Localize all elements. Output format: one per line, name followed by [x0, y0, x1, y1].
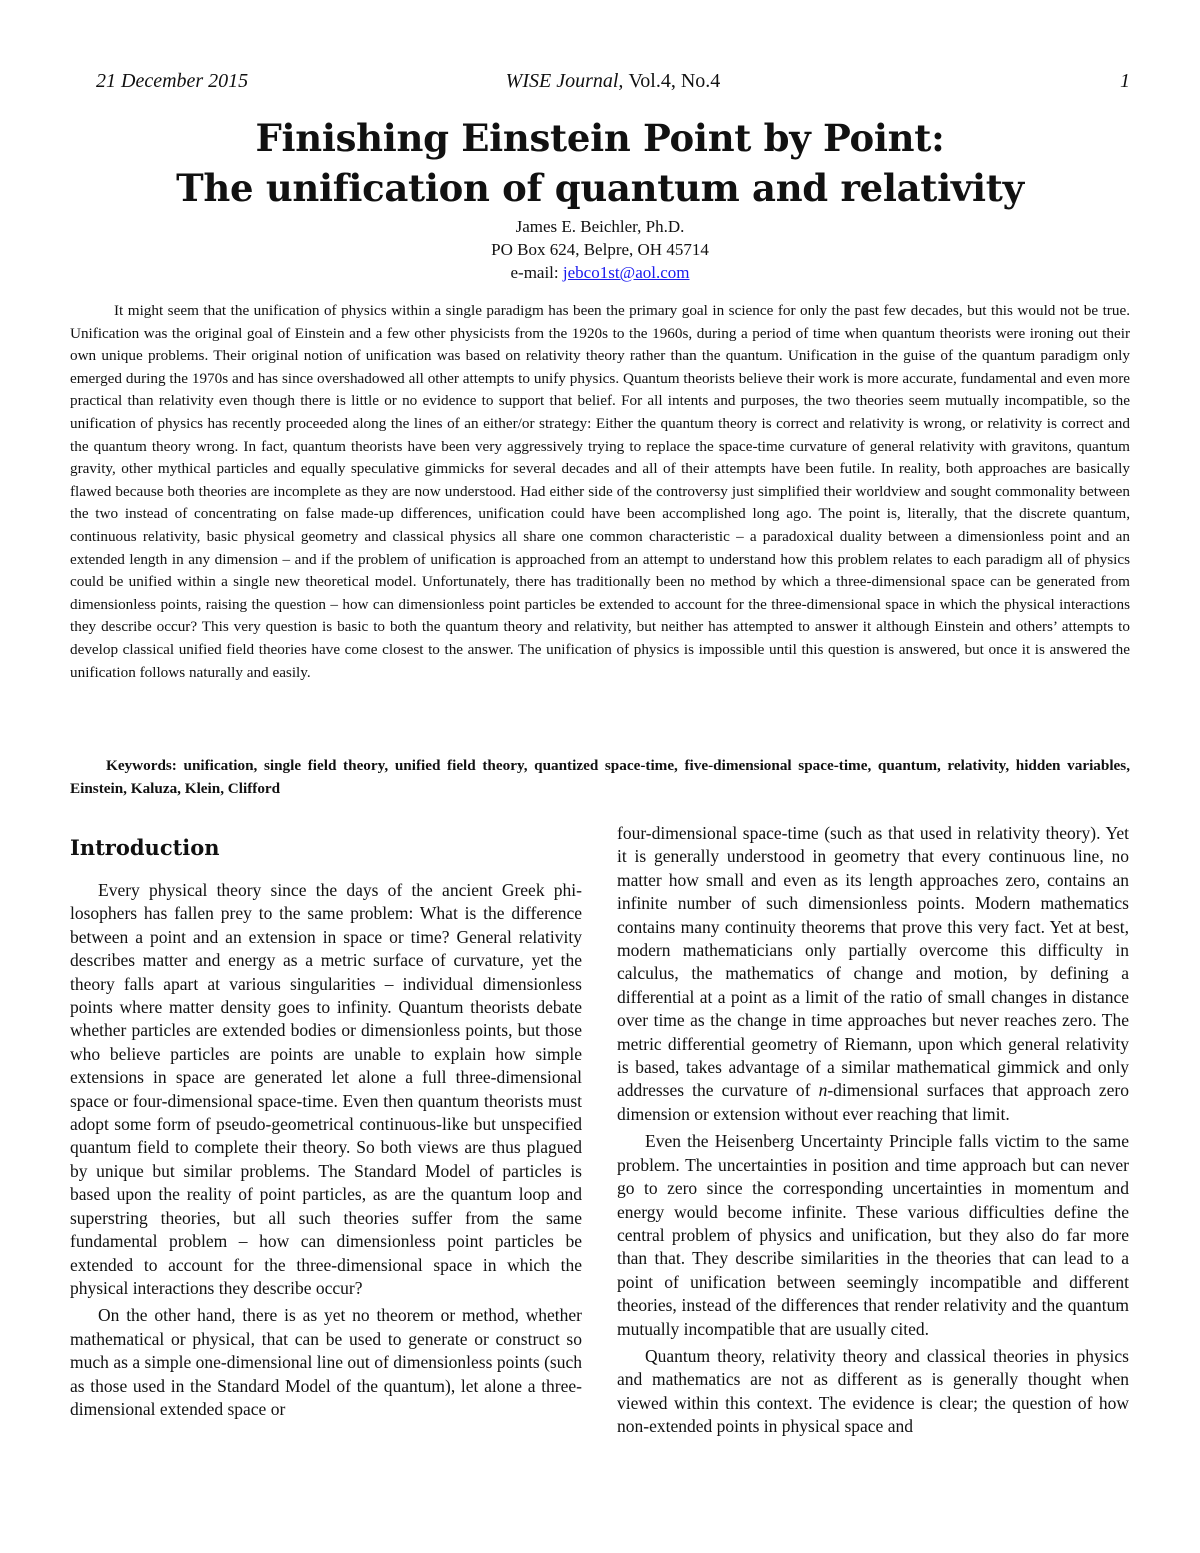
- title-block: [60, 113, 1140, 284]
- author-email-line: [60, 261, 1140, 284]
- email-label: e-mail:: [510, 263, 563, 282]
- keywords: Keywords: unification, single field theory, unified field theory, quantized space-time, five-dimensional space-time, quantum, relativity, hidden variables, Einstein, Kaluza, Klein, Clifford: [70, 757, 1130, 797]
- paragraph-text: four-dimensional space-time (such as that used in relativity theory). Yet it is generally understood in geometry that every continuous line, no matter how small and even as its length approaches zero, contains an infinite number of such dimensionless points. Modern mathematics contains many continuity theorems that prove this very fact. Yet at best, modern mathematicians only partially overcome this difficulty in calculus, the mathematics of change and motion, by defining a differential at a point as a limit of the ratio of small changes in distance over time as the change in time approaches but never reaches zero. The metric differential geometry of Riemann, upon which general relativity is based, takes advantage of a similar mathematical gimmick and only addresses the curvature of: [617, 823, 1129, 1101]
- paper-title-line-1: Finishing Einstein Point by Point:: [255, 116, 945, 160]
- page-number: 1: [1120, 70, 1130, 92]
- paper-title-line-2: The unification of quantum and relativity: [176, 166, 1024, 210]
- author-name: James E. Beichler, Ph.D.: [515, 217, 685, 236]
- section-heading-introduction: Introduction: [70, 835, 220, 860]
- intro-paragraph-1: Every physical theory since the days of the ancient Greek philosophers has fallen prey to the same problem: What is the difference between a point and an extension in space or time? General relativity describes matter and energy as a metric surface of curvature, yet the theory falls apart at various singularities – individual dimensionless points where matter density goes to infinity. Quantum theorists debate whether particles are extended bodies or dimensionless points, but those who believe particles are points are unable to explain how simple extensions in space are generated let alone a full three-dimensional space or four-dimensional space-time. Even then quantum theorists must adopt some form of pseudo-geometrical continuous-like but unspecified quantum field to complete their theory. So both views are thus plagued by unique but similar problems. The Standard Model of particles is based upon the reality of point particles, as are the quantum loop and superstring theories, but all such theories suffer from the same fundamental problem – how can dimensionless point particles be extended to account for the three-dimensional space in which the physical interactions they describe occur?: [70, 880, 582, 1298]
- issue-date: 21 December 2015: [96, 70, 249, 92]
- left-column: [70, 822, 582, 1421]
- right-column: [617, 822, 1129, 1439]
- journal-citation: [96, 70, 1130, 93]
- intro-paragraph-2-continued: [617, 822, 1129, 1126]
- author-address: PO Box 624, Belpre, OH 45714: [491, 240, 709, 259]
- intro-paragraph-2: On the other hand, there is as yet no theorem or method, whether mathematical or physical, that can be used to generate or construct so much as a simple one-dimensional line out of dimensionless points (such as those used in the Standard Model of the quantum), let alone a three-dimensional extended space or: [70, 1305, 582, 1419]
- journal-name: WISE Journal,: [505, 70, 624, 92]
- paragraph-text-end: -dimensional surfaces that approach zero dimension or extension without ever reaching that limit.: [617, 1080, 1129, 1124]
- running-header: [96, 70, 1130, 100]
- intro-paragraph-4: Quantum theory, relativity theory and classical theories in physics and mathematics are not as different as is generally thought when viewed within this context. The evidence is clear; the question of how non-extended points in physical space and: [617, 1345, 1129, 1437]
- author-email-link[interactable]: jebco1st@aol.com: [562, 263, 690, 282]
- italic-n: n: [818, 1080, 828, 1101]
- intro-paragraph-3: Even the Heisenberg Uncertainty Principle falls victim to the same problem. The uncertainties in position and time approach but can never go to zero since the corresponding uncertainties in momentum and energy would become infinite. These various difficulties define the central problem of physics and unification, but they also do far more than that. They describe similarities in the theories that can lead to a point of unification between seemingly incompatible and different theories, instead of the differences that render relativity and the quantum mutually incompatible that are usually cited.: [617, 1131, 1129, 1339]
- abstract: It might seem that the unification of physics within a single paradigm has been the primary goal in science for only the past few decades, but this would not be true. Unification was the original goal of Einstein and a few other physicists from the 1920s to the 1960s, during a period of time when quantum theorists were ironing out their own unique problems. Their original notion of unification was based on relativity theory rather than the quantum. Unification in the guise of the quantum paradigm only emerged during the 1970s and has since overshadowed all other attempts to unify physics. Quantum theorists believe their work is more accurate, fundamental and even more practical than relativity even though there is little or no evidence to support that belief. For all intents and purposes, the two theories seem mutually incompatible, so the unification of physics has recently proceeded along the lines of an either/or strategy: Either the quantum theory is correct and relativity is wrong, or relativity is correct and the quantum theory wrong. In fact, quantum theorists have been very aggressively trying to replace the space-time curvature of general relativity with gravitons, quantum gravity, other mythical particles and equally speculative gimmicks for several decades and all of their attempts have been futile. In reality, both approaches are basically flawed because both theories are incomplete as they are now understood. Had either side of the controversy just simplified their worldview and sought commonality between the two instead of concentrating on false made-up differences, unification could have been accomplished long ago. The point is, literally, that the discrete quantum, continuous relativity, basic physical geometry and classical physics all share one common characteristic – a paradoxical duality between a dimensionless point and an extended length in any dimension – and if the problem of unification is approached from an attempt to understand how this problem relates to each paradigm all of physics could be unified within a single new theoretical model. Unfortunately, there has traditionally been no method by which a three-dimensional space can be generated from dimensionless points, raising the question – how can dimensionless point particles be extended to account for the three-dimensional space in which the physical interactions they describe occur? This very question is basic to both the quantum theory and relativity, but neither has attempted to answer it although Einstein and others’ attempts to develop classical unified field theories have come closest to the answer. The unification of physics is impossible until this question is answered, but once it is answered the unification follows naturally and easily.: [70, 302, 1130, 681]
- volume-issue: Vol.4, No.4: [628, 70, 721, 92]
